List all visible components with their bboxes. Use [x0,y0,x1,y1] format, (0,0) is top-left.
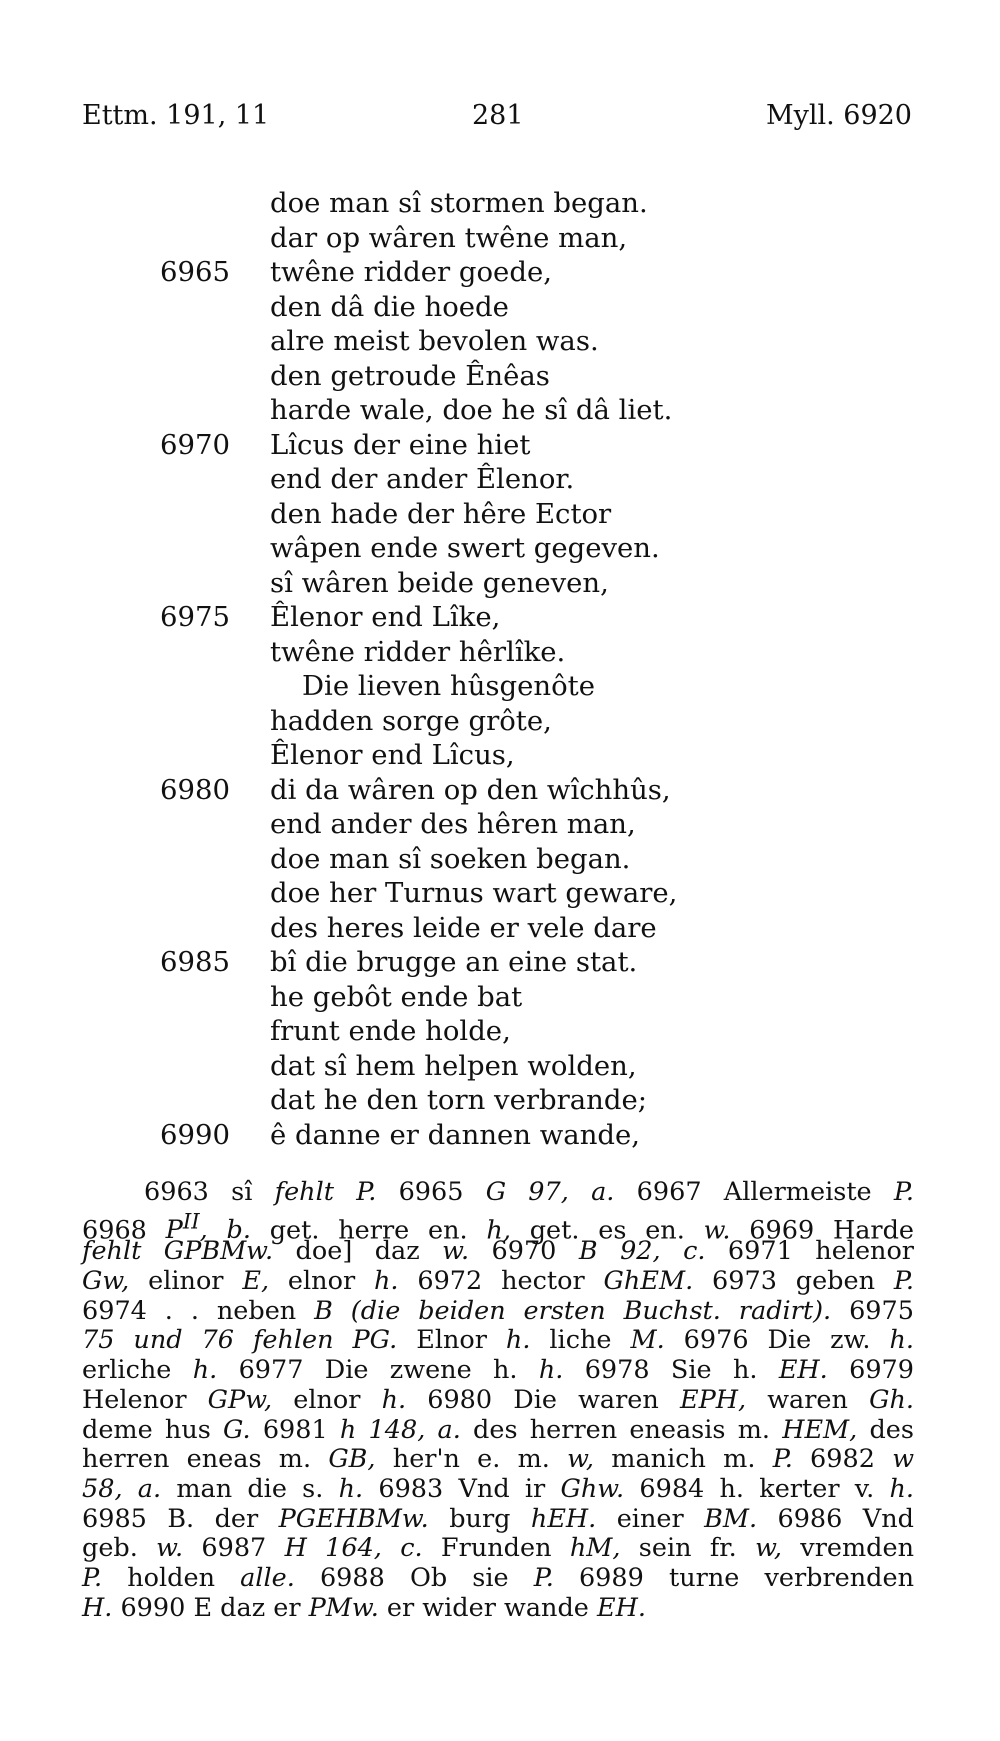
verse-text: twêne ridder goede, [270,256,552,288]
apparatus-line: Gw, elinor E, elnor h. 6972 hector GhEM. 6973 geben P. [82,1266,914,1297]
verse-line [0,635,1000,670]
verse-line [0,1083,1000,1118]
verse-line [0,1049,1000,1084]
verse-line [0,359,1000,394]
apparatus-line: herren eneas m. GB, her'n e. m. w, manich m. P. 6982 w [82,1444,915,1475]
verse-text: wâpen ende swert gegeven. [270,532,660,564]
verse-text: doe man sî stormen began. [270,187,648,219]
verse-line [0,428,1000,463]
apparatus-line: deme hus G. 6981 h 148, a. des herren eneasis m. HEM, des [82,1414,914,1445]
verse-line [0,738,1000,773]
verse-text: Lîcus der eine hiet [270,428,531,461]
apparatus-line: P. holden alle. 6988 Ob sie P. 6989 turne verbrenden [82,1562,914,1593]
verse-line [0,393,1000,428]
apparatus-line: 6985 B. der PGEHBMw. burg hEH. einer BM. 6986 Vnd [82,1503,914,1534]
apparatus-line: 6963 sî fehlt P. 6965 G 97, a. 6967 Allermeiste P. [144,1177,914,1207]
verse-line [0,462,1000,497]
page-header [82,100,912,140]
verse-text: end der ander Êlenor. [270,463,575,495]
verse-text: dar op wâren twêne man, [270,221,628,254]
verse-text: sî wâren beide geneven, [270,566,609,599]
verse-text: end ander des hêren man, [270,808,636,840]
line-number: 6980 [160,773,230,806]
verse-line [0,773,1000,808]
apparatus-line: 58, a. man die s. h. 6983 Vnd ir Ghw. 6984 h. kerter v. h. [82,1473,915,1504]
verse-text: twêne ridder hêrlîke. [270,635,566,668]
verse-text: hadden sorge grôte, [270,704,552,737]
running-head-right: Myll. 6920 [765,100,912,131]
verse-line [0,255,1000,290]
line-number: 6975 [160,601,230,633]
verse-text: dat he den torn verbrande; [270,1084,648,1116]
critical-apparatus [82,1178,914,1623]
verse-line [0,290,1000,325]
verse-line [0,669,1000,704]
verse-line [0,566,1000,601]
verse-text: Die lieven hûsgenôte [302,670,595,702]
verse-text: alre meist bevolen was. [270,325,599,357]
verse-line [0,600,1000,635]
verse-line [0,842,1000,877]
apparatus-line: geb. w. 6987 H 164, c. Frunden hM, sein fr. w, vremden [82,1533,915,1564]
verse-line [0,324,1000,359]
verse-line [0,1014,1000,1049]
verse-line [0,807,1000,842]
line-number: 6965 [160,256,230,288]
page-number: 281 [472,100,524,131]
verse-text: doe man sî soeken began. [270,842,631,875]
apparatus-line: erliche h. 6977 Die zwene h. h. 6978 Sie h. EH. 6979 [82,1355,914,1386]
verse-text: des heres leide er vele dare [270,911,657,944]
verse-line [0,980,1000,1015]
verse-text: Êlenor end Lîke, [270,601,501,633]
apparatus-line: H. 6990 E daz er PMw. er wider wande EH. [82,1592,646,1623]
poem-text [0,186,1000,1152]
verse-text: den getroude Ênêas [270,359,550,392]
apparatus-line: 75 und 76 fehlen PG. Elnor h. liche M. 6976 Die zw. h. [82,1325,914,1356]
verse-line [0,876,1000,911]
verse-text: frunt ende holde, [270,1015,511,1047]
verse-text: den dâ die hoede [270,290,509,323]
line-number: 6990 [160,1118,230,1151]
verse-text: harde wale, doe he sî dâ liet. [270,394,673,426]
running-head-left: Ettm. 191, 11 [82,100,270,131]
verse-text: dat sî hem helpen wolden, [270,1049,637,1082]
verse-line [0,911,1000,946]
verse-line [0,221,1000,256]
verse-line [0,1118,1000,1153]
apparatus-line: fehlt GPBMw. doe] daz w. 6970 B 92, c. 6971 helenor [82,1236,914,1267]
verse-text: bî die brugge an eine stat. [270,946,638,978]
verse-line [0,945,1000,980]
verse-text: Êlenor end Lîcus, [270,739,515,771]
apparatus-line: Helenor GPw, elnor h. 6980 Die waren EPH, waren Gh. [82,1384,914,1415]
verse-text: den hade der hêre Ector [270,497,612,530]
line-number: 6970 [160,428,230,461]
apparatus-line: 6974 . . neben B (die beiden ersten Buchst. radirt). 6975 [82,1295,914,1326]
verse-text: ê danne er dannen wande, [270,1118,641,1151]
apparatus-line: 6968 $P^{II}$, b. get. herre en. h, get. es en. w. 6969 Harde [82,1209,914,1246]
line-number: 6985 [160,946,230,978]
verse-text: he gebôt ende bat [270,980,523,1013]
verse-text: di da wâren op den wîchhûs, [270,773,671,806]
verse-line [0,531,1000,566]
verse-text: doe her Turnus wart geware, [270,877,678,909]
verse-line [0,186,1000,221]
verse-line [0,704,1000,739]
verse-line [0,497,1000,532]
